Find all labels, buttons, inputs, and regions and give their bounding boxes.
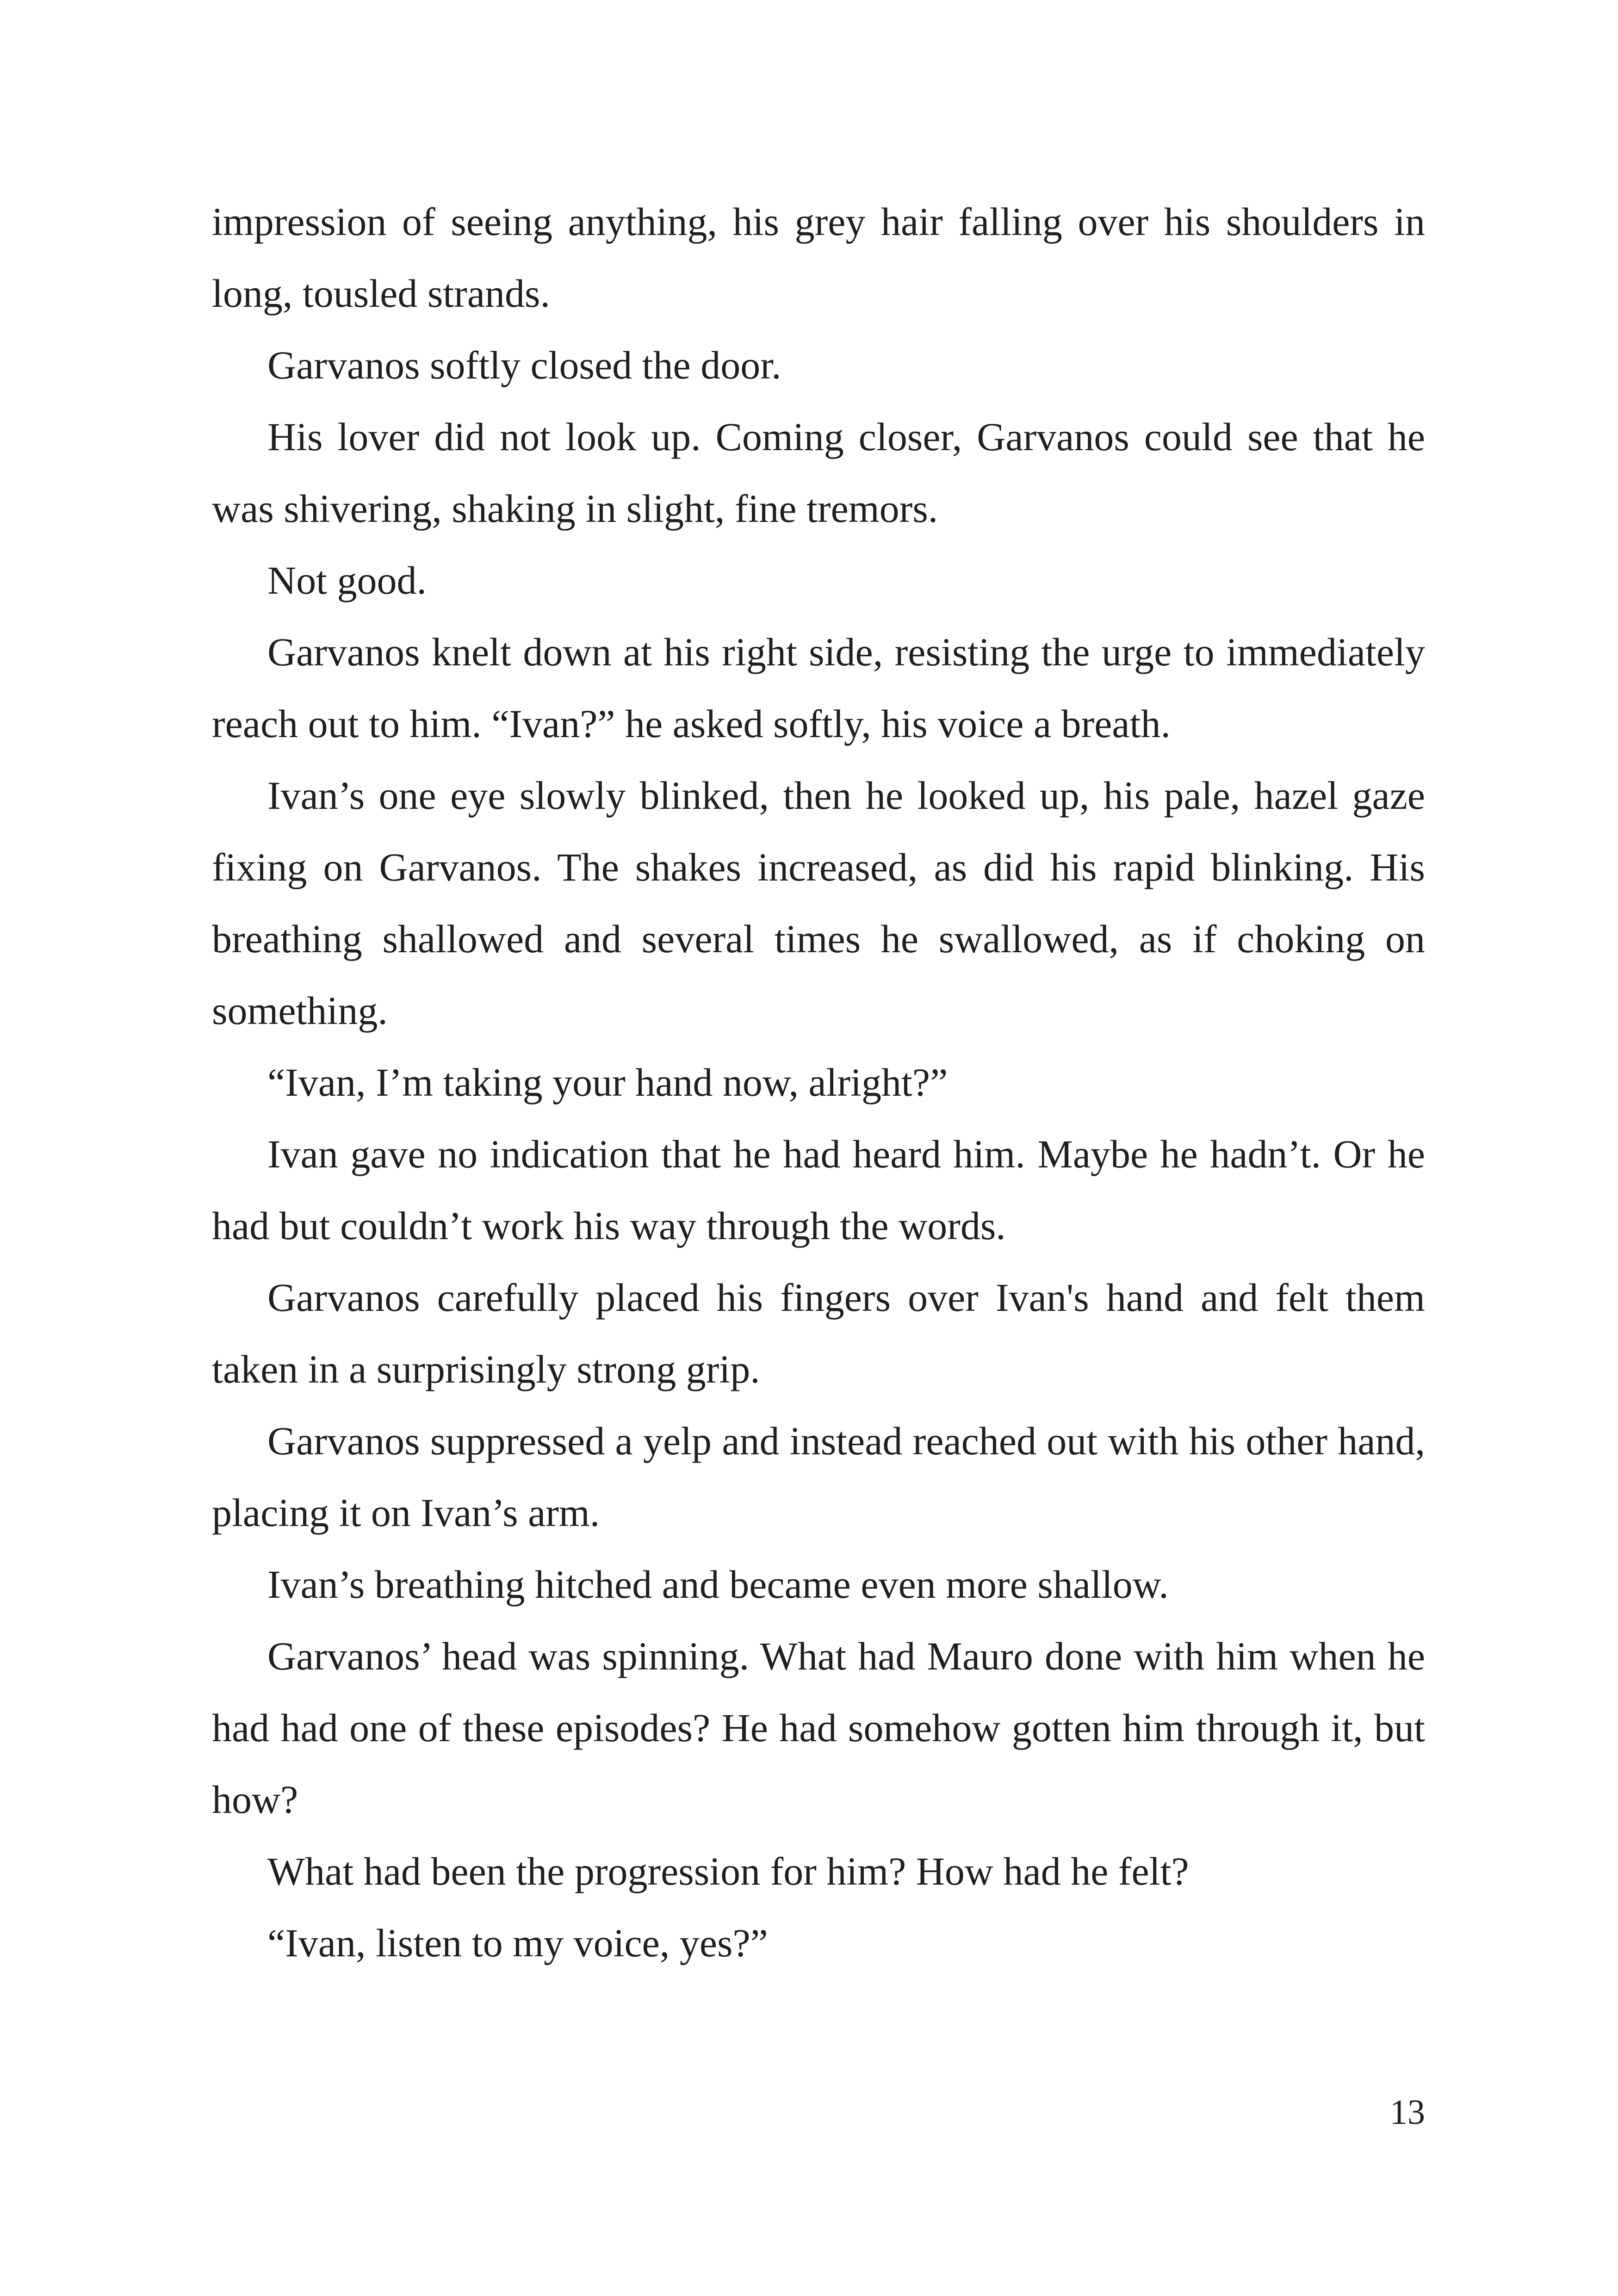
paragraph: Not good. [267,558,427,602]
paragraph: Ivan’s one eye slowly blinked, then he looked up, his pale, hazel gaze fixing on Garvanos. The shakes increased, as did his rapid blinking. His breathing shallowed and several times he swallowed, as if choking on something. [212,773,1425,1033]
paragraph: Ivan’s breathing hitched and became even more shallow. [267,1562,1169,1607]
paragraph: His lover did not look up. Coming closer, Garvanos could see that he was shivering, shaking in slight, fine tremors. [212,415,1425,531]
paragraph: Garvanos’ head was spinning. What had Mauro done with him when he had had one of these episodes? He had somehow gotten him through it, but how? [212,1634,1425,1822]
body-text [212,186,1425,1979]
paragraph: Garvanos carefully placed his fingers over Ivan's hand and felt them taken in a surprisingly strong grip. [212,1275,1425,1391]
paragraph: “Ivan, listen to my voice, yes?” [267,1921,768,1965]
paragraph: Ivan gave no indication that he had heard him. Maybe he hadn’t. Or he had but couldn’t work his way through the words. [212,1132,1425,1248]
paragraph: What had been the progression for him? How had he felt? [267,1849,1189,1893]
paragraph: “Ivan, I’m taking your hand now, alright?” [267,1060,948,1105]
paragraph: Garvanos suppressed a yelp and instead reached out with his other hand, placing it on Ivan’s arm. [212,1419,1425,1535]
page-number: 13 [1390,2093,1425,2132]
paragraph: Garvanos knelt down at his right side, resisting the urge to immediately reach out to him. “Ivan?” he asked softly, his voice a breath. [212,630,1425,746]
paragraph: Garvanos softly closed the door. [267,343,781,387]
paragraph: impression of seeing anything, his grey hair falling over his shoulders in long, tousled strands. [212,199,1425,316]
